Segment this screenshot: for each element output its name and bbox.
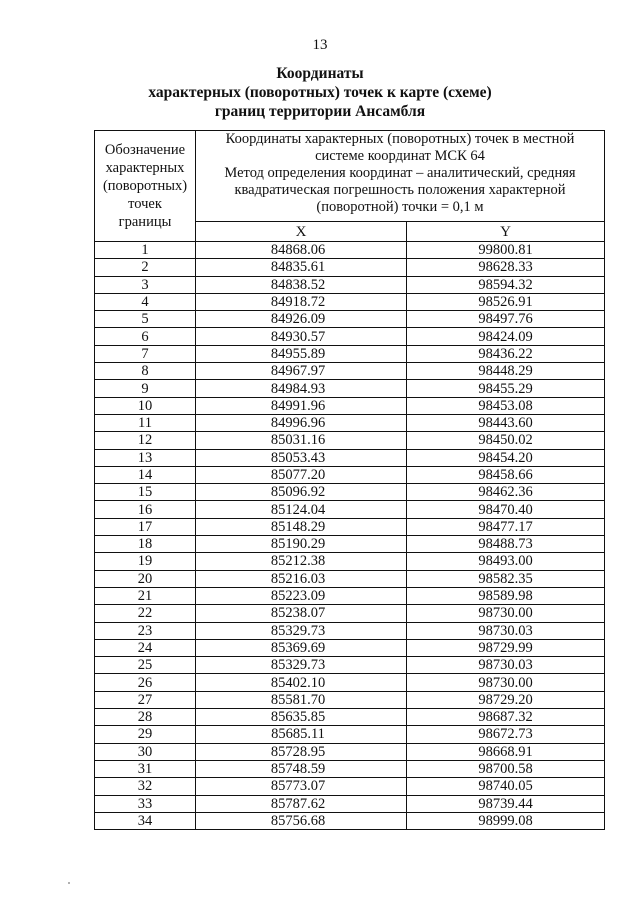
y-coordinate-cell: 98730.00	[407, 674, 605, 691]
point-designation-header	[95, 131, 196, 242]
point-number-cell: 10	[95, 397, 196, 414]
table-row	[95, 466, 605, 483]
title-line-2: характерных (поворотных) точек к карте (схеме)	[148, 84, 492, 101]
y-coordinate-cell: 98740.05	[407, 778, 605, 795]
y-coordinate-cell: 98488.73	[407, 536, 605, 553]
table-row	[95, 795, 605, 812]
x-coordinate-cell: 85685.11	[196, 726, 407, 743]
y-coordinate-cell: 98730.00	[407, 605, 605, 622]
point-number-cell: 22	[95, 605, 196, 622]
table-row	[95, 414, 605, 431]
x-coordinate-cell: 85223.09	[196, 587, 407, 604]
x-coordinate-cell: 85238.07	[196, 605, 407, 622]
y-coordinate-cell: 98462.36	[407, 484, 605, 501]
x-coordinate-cell: 84991.96	[196, 397, 407, 414]
table-row	[95, 657, 605, 674]
document-title	[0, 64, 640, 121]
point-number-cell: 20	[95, 570, 196, 587]
x-coordinate-cell: 84984.93	[196, 380, 407, 397]
table-row	[95, 622, 605, 639]
y-coordinate-cell: 99800.81	[407, 242, 605, 259]
table-row	[95, 518, 605, 535]
x-coordinate-cell: 85190.29	[196, 536, 407, 553]
coordinates-system-header	[196, 131, 605, 222]
column-y-header: Y	[407, 222, 605, 242]
header-left-line: Обозначение	[104, 142, 186, 158]
point-number-cell: 14	[95, 466, 196, 483]
y-coordinate-cell: 98999.08	[407, 812, 605, 829]
y-coordinate-cell: 98453.08	[407, 397, 605, 414]
header-left-line: границы	[118, 214, 172, 230]
point-number-cell: 18	[95, 536, 196, 553]
table-row	[95, 605, 605, 622]
y-coordinate-cell: 98582.35	[407, 570, 605, 587]
table-row	[95, 536, 605, 553]
point-number-cell: 12	[95, 432, 196, 449]
point-number-cell: 4	[95, 293, 196, 310]
x-coordinate-cell: 85773.07	[196, 778, 407, 795]
title-line-3: границ территории Ансамбля	[214, 103, 426, 120]
x-coordinate-cell: 84926.09	[196, 311, 407, 328]
y-coordinate-cell: 98729.20	[407, 691, 605, 708]
y-coordinate-cell: 98729.99	[407, 639, 605, 656]
table-row	[95, 328, 605, 345]
x-coordinate-cell: 85787.62	[196, 795, 407, 812]
x-coordinate-cell: 85329.73	[196, 622, 407, 639]
point-number-cell: 21	[95, 587, 196, 604]
x-coordinate-cell: 85216.03	[196, 570, 407, 587]
y-coordinate-cell: 98493.00	[407, 553, 605, 570]
y-coordinate-cell: 98443.60	[407, 414, 605, 431]
point-number-cell: 13	[95, 449, 196, 466]
header-right-line: Метод определения координат – аналитический, средняя	[224, 165, 576, 181]
x-coordinate-cell: 85402.10	[196, 674, 407, 691]
table-row	[95, 259, 605, 276]
x-coordinate-cell: 85728.95	[196, 743, 407, 760]
point-number-cell: 5	[95, 311, 196, 328]
x-coordinate-cell: 85635.85	[196, 709, 407, 726]
y-coordinate-cell: 98668.91	[407, 743, 605, 760]
table-row	[95, 760, 605, 777]
point-number-cell: 6	[95, 328, 196, 345]
table-row	[95, 709, 605, 726]
point-number-cell: 1	[95, 242, 196, 259]
table-row	[95, 311, 605, 328]
table-row	[95, 380, 605, 397]
x-coordinate-cell: 85756.68	[196, 812, 407, 829]
y-coordinate-cell: 98594.32	[407, 276, 605, 293]
header-right-line: квадратическая погрешность положения характерной	[234, 182, 566, 198]
point-number-cell: 34	[95, 812, 196, 829]
x-coordinate-cell: 85581.70	[196, 691, 407, 708]
table-row	[95, 363, 605, 380]
y-coordinate-cell: 98526.91	[407, 293, 605, 310]
page-number: 13	[312, 37, 328, 53]
point-number-cell: 25	[95, 657, 196, 674]
table-row	[95, 345, 605, 362]
point-number-cell: 31	[95, 760, 196, 777]
point-number-cell: 23	[95, 622, 196, 639]
x-coordinate-cell: 85748.59	[196, 760, 407, 777]
point-number-cell: 17	[95, 518, 196, 535]
table-row	[95, 276, 605, 293]
x-coordinate-cell: 84918.72	[196, 293, 407, 310]
table-row	[95, 726, 605, 743]
header-right-line: (поворотной) точки = 0,1 м	[316, 199, 484, 215]
x-coordinate-cell: 84930.57	[196, 328, 407, 345]
title-line-1: Координаты	[276, 65, 364, 82]
point-number-cell: 3	[95, 276, 196, 293]
x-coordinate-cell: 84967.97	[196, 363, 407, 380]
header-left-line: точек	[128, 196, 162, 212]
y-coordinate-cell: 98700.58	[407, 760, 605, 777]
table-row	[95, 553, 605, 570]
point-number-cell: 32	[95, 778, 196, 795]
table-row	[95, 570, 605, 587]
table-row	[95, 812, 605, 829]
table-row	[95, 242, 605, 259]
point-number-cell: 11	[95, 414, 196, 431]
table-row	[95, 743, 605, 760]
y-coordinate-cell: 98497.76	[407, 311, 605, 328]
y-coordinate-cell: 98739.44	[407, 795, 605, 812]
x-coordinate-cell: 85077.20	[196, 466, 407, 483]
point-number-cell: 27	[95, 691, 196, 708]
x-coordinate-cell: 85212.38	[196, 553, 407, 570]
x-coordinate-cell: 85031.16	[196, 432, 407, 449]
table-row	[95, 484, 605, 501]
x-coordinate-cell: 85148.29	[196, 518, 407, 535]
table-row	[95, 397, 605, 414]
point-number-cell: 29	[95, 726, 196, 743]
y-coordinate-cell: 98628.33	[407, 259, 605, 276]
table-row	[95, 432, 605, 449]
x-coordinate-cell: 84838.52	[196, 276, 407, 293]
header-left-line: характерных	[105, 160, 185, 176]
point-number-cell: 9	[95, 380, 196, 397]
point-number-cell: 26	[95, 674, 196, 691]
point-number-cell: 30	[95, 743, 196, 760]
x-coordinate-cell: 84868.06	[196, 242, 407, 259]
table-row	[95, 449, 605, 466]
x-coordinate-cell: 85124.04	[196, 501, 407, 518]
table-header	[95, 131, 605, 242]
point-number-cell: 2	[95, 259, 196, 276]
y-coordinate-cell: 98730.03	[407, 657, 605, 674]
x-coordinate-cell: 84955.89	[196, 345, 407, 362]
y-coordinate-cell: 98730.03	[407, 622, 605, 639]
table-row	[95, 778, 605, 795]
table-row	[95, 691, 605, 708]
scan-speck	[68, 882, 70, 884]
y-coordinate-cell: 98448.29	[407, 363, 605, 380]
point-number-cell: 28	[95, 709, 196, 726]
y-coordinate-cell: 98436.22	[407, 345, 605, 362]
y-coordinate-cell: 98687.32	[407, 709, 605, 726]
y-coordinate-cell: 98454.20	[407, 449, 605, 466]
point-number-cell: 8	[95, 363, 196, 380]
table-row	[95, 674, 605, 691]
header-right-line: Координаты характерных (поворотных) точек в местной	[225, 131, 575, 147]
point-number-cell: 24	[95, 639, 196, 656]
y-coordinate-cell: 98672.73	[407, 726, 605, 743]
y-coordinate-cell: 98477.17	[407, 518, 605, 535]
y-coordinate-cell: 98589.98	[407, 587, 605, 604]
y-coordinate-cell: 98470.40	[407, 501, 605, 518]
table-row	[95, 587, 605, 604]
x-coordinate-cell: 85096.92	[196, 484, 407, 501]
x-coordinate-cell: 85053.43	[196, 449, 407, 466]
point-number-cell: 7	[95, 345, 196, 362]
y-coordinate-cell: 98455.29	[407, 380, 605, 397]
point-number-cell: 19	[95, 553, 196, 570]
y-coordinate-cell: 98450.02	[407, 432, 605, 449]
x-coordinate-cell: 84996.96	[196, 414, 407, 431]
table-body	[95, 242, 605, 830]
x-coordinate-cell: 85369.69	[196, 639, 407, 656]
x-coordinate-cell: 84835.61	[196, 259, 407, 276]
y-coordinate-cell: 98424.09	[407, 328, 605, 345]
y-coordinate-cell: 98458.66	[407, 466, 605, 483]
table-row	[95, 501, 605, 518]
point-number-cell: 16	[95, 501, 196, 518]
point-number-cell: 33	[95, 795, 196, 812]
coordinates-table	[94, 130, 605, 830]
table-row	[95, 293, 605, 310]
table-row	[95, 639, 605, 656]
column-x-header: X	[196, 222, 407, 242]
x-coordinate-cell: 85329.73	[196, 657, 407, 674]
point-number-cell: 15	[95, 484, 196, 501]
header-right-line: системе координат МСК 64	[315, 148, 485, 164]
header-left-line: (поворотных)	[102, 178, 188, 194]
